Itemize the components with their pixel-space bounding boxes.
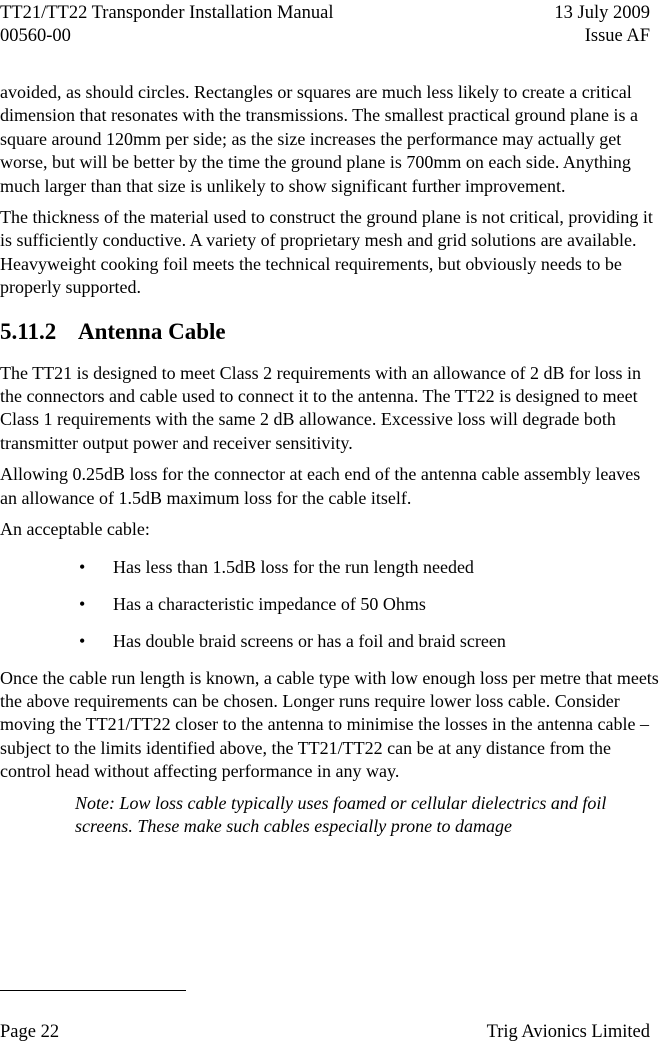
paragraph-ground-plane-shape: avoided, as should circles. Rectangles or squares are much less likely to create a critical dimension that resonates with the transmissions. The smallest practical ground plane is a square around 120mm per side; as the size increases the performance may actually get worse, but will be better by the time the ground plane is 700mm on each side. Anything much larger than that size is unlikely to show significant further improvement. <box>0 82 639 196</box>
list-item <box>0 593 660 616</box>
bullet-icon: • <box>79 593 86 614</box>
list-item-text: Has a characteristic impedance of 50 Ohms <box>113 593 426 614</box>
section-title: Antenna Cable <box>78 318 226 344</box>
note <box>0 792 660 839</box>
note-label: Note: <box>75 792 115 813</box>
header-date: 13 July 2009 <box>554 3 650 23</box>
manual-title: TT21/TT22 Transponder Installation Manual <box>0 3 334 23</box>
section-heading <box>0 318 660 346</box>
bullet-icon: • <box>79 556 86 577</box>
bullet-icon: • <box>79 630 86 651</box>
paragraph-connector-loss: Allowing 0.25dB loss for the connector at each end of the antenna cable assembly leaves an allowance of 1.5dB maximum loss for the cable itself. <box>0 464 641 508</box>
section-number: 5.11.2 <box>0 318 57 344</box>
issue-label: Issue AF <box>584 26 650 46</box>
cable-requirements-list <box>0 556 660 653</box>
list-item <box>0 630 660 653</box>
page-number: Page 22 <box>0 1022 60 1042</box>
note-text: Low loss cable typically uses foamed or cellular dielectrics and foil screens. These make such cables especially prone to damage <box>75 792 607 836</box>
paragraph-ground-plane-thickness: The thickness of the material used to construct the ground plane is not critical, providing it is sufficiently conductive. A variety of proprietary mesh and grid solutions are available. Heavyweight cooking foil meets the technical requirements, but obviously needs to be properly supported. <box>0 207 653 298</box>
paragraph-acceptable-cable: An acceptable cable: <box>0 519 150 540</box>
list-item-text: Has less than 1.5dB loss for the run length needed <box>113 556 474 577</box>
paragraph-class-requirements: The TT21 is designed to meet Class 2 requirements with an allowance of 2 dB for loss in the connectors and cable used to connect it to the antenna. The TT22 is designed to meet Class 1 requirements with the same 2 dB allowance. Excessive loss will degrade both transmitter output power and receiver sensitivity. <box>0 362 642 453</box>
list-item-text: Has double braid screens or has a foil and braid screen <box>113 630 506 651</box>
footer-rule <box>0 990 186 991</box>
company-name: Trig Avionics Limited <box>486 1022 650 1042</box>
document-body <box>0 81 660 846</box>
list-item <box>0 556 660 579</box>
doc-number: 00560-00 <box>0 26 71 46</box>
paragraph-cable-run-length: Once the cable run length is known, a cable type with low enough loss per metre that meets the above requirements can be chosen. Longer runs require lower loss cable. Consider moving the TT21/TT22 closer to the antenna to minimise the losses in the antenna cable – subject to the limits identified above, the TT21/TT22 can be at any distance from the control head without affecting performance in any way. <box>0 667 659 782</box>
